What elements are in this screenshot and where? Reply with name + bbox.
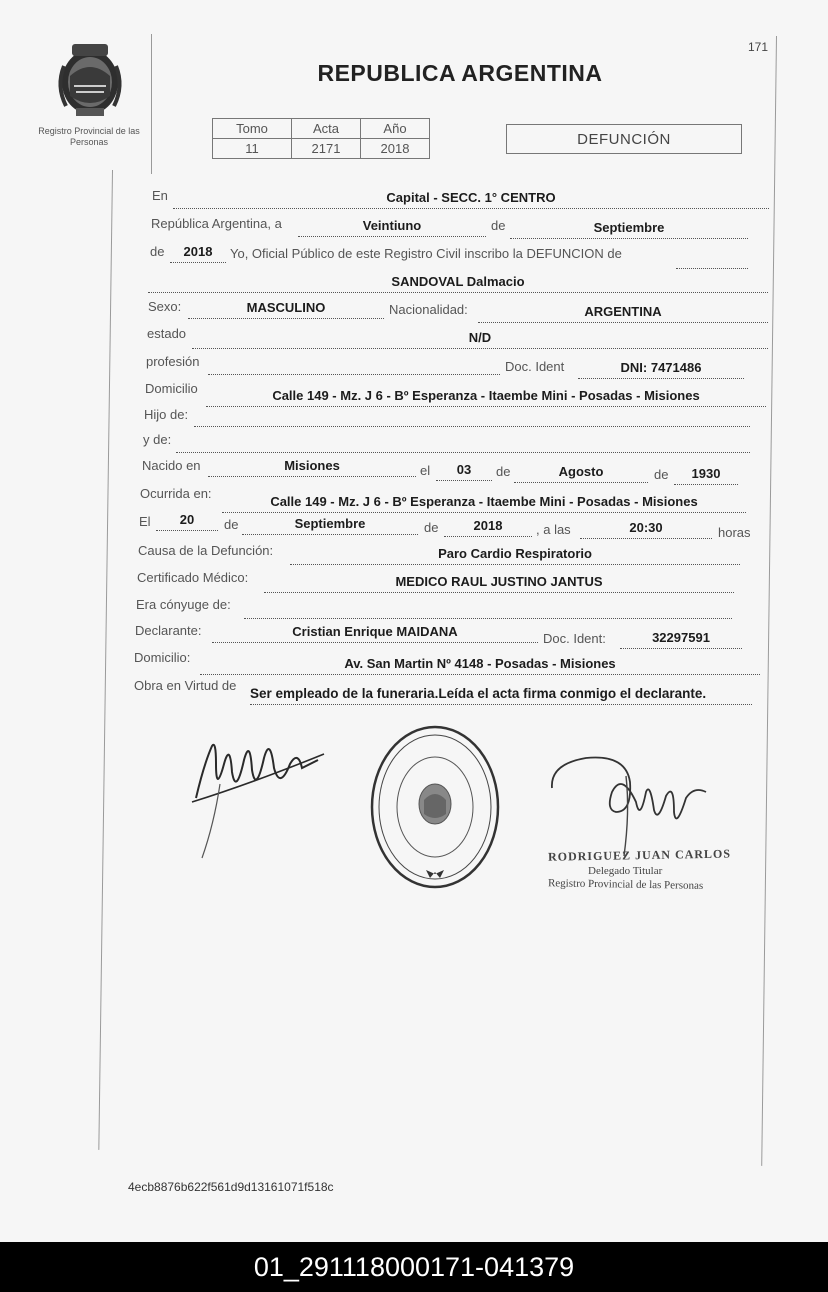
place-field: Capital - SECC. 1° CENTRO	[173, 190, 769, 209]
acta-header: Acta	[292, 119, 361, 139]
el-label-2: El	[139, 514, 151, 529]
year-field: 2018	[170, 244, 226, 263]
birth-day-field: 03	[436, 462, 492, 481]
acta-value: 2171	[292, 139, 361, 159]
de-label-2: de	[150, 244, 165, 259]
declarant-address-field: Av. San Martin Nº 4148 - Posadas - Misiones	[200, 656, 760, 675]
address-field: Calle 149 - Mz. J 6 - Bº Esperanza - Itaembe Mini - Posadas - Misiones	[206, 388, 766, 407]
el-label: el	[420, 463, 431, 478]
de-label-5: de	[224, 517, 239, 532]
marital-status-field: N/D	[192, 330, 768, 349]
a-las-label: , a las	[536, 522, 571, 537]
causa-label: Causa de la Defunción:	[138, 543, 274, 558]
document-hash: 4ecb8876b622f561d9d13161071f518c	[128, 1180, 334, 1194]
doc-ident-label-2: Doc. Ident:	[543, 631, 606, 646]
domicilio-label: Domicilio	[145, 381, 198, 396]
nacido-label: Nacido en	[142, 458, 201, 473]
tomo-header: Tomo	[213, 119, 292, 139]
sexo-label: Sexo:	[148, 299, 182, 314]
reference-table	[212, 118, 430, 159]
declarante-label: Declarante:	[135, 623, 202, 638]
nacionalidad-label: Nacionalidad:	[389, 302, 468, 317]
yo-blank-field	[676, 250, 748, 269]
father-field	[194, 408, 750, 427]
month-field: Septiembre	[510, 220, 748, 239]
registrar-block	[548, 848, 748, 891]
declarant-name-field: Cristian Enrique MAIDANA	[212, 624, 538, 643]
nationality-field: ARGENTINA	[478, 304, 768, 323]
de-label-1: de	[491, 218, 506, 233]
hijo-de-label: Hijo de:	[144, 407, 189, 422]
left-border-line	[98, 170, 113, 1150]
anio-header: Año	[361, 119, 430, 139]
anio-value: 2018	[361, 139, 430, 159]
republica-label: República Argentina, a	[151, 216, 282, 231]
ocurrida-label: Ocurrida en:	[140, 486, 212, 501]
doc-ident-label: Doc. Ident	[505, 359, 565, 374]
death-month-field: Septiembre	[242, 516, 418, 535]
profession-field	[208, 356, 500, 375]
birth-year-field: 1930	[674, 466, 738, 485]
logo-caption: Registro Provincial de las Personas	[38, 126, 140, 147]
obra-label: Obra en Virtud de	[134, 678, 237, 693]
birth-month-field: Agosto	[514, 464, 648, 483]
death-day-field: 20	[156, 512, 218, 531]
declarant-signature	[190, 724, 330, 864]
cause-of-death-field: Paro Cardio Respiratorio	[290, 546, 740, 565]
official-seal	[368, 722, 502, 892]
domicilio-label-2: Domicilio:	[134, 650, 191, 665]
death-year-field: 2018	[444, 518, 532, 537]
spouse-field	[244, 600, 732, 619]
record-type-box: DEFUNCIÓN	[506, 124, 742, 154]
document-title: REPUBLICA ARGENTINA	[317, 60, 603, 86]
de-label-6: de	[424, 520, 439, 535]
certificado-label: Certificado Médico:	[137, 570, 249, 585]
conyuge-label: Era cónyuge de:	[136, 597, 231, 612]
id-number-field: DNI: 7471486	[578, 360, 744, 379]
de-label-3: de	[496, 464, 511, 479]
de-label-4: de	[654, 467, 669, 482]
day-field: Veintiuno	[298, 218, 486, 237]
birthplace-field: Misiones	[208, 458, 416, 477]
registrar-role: Delegado Titular	[588, 865, 663, 877]
registrar-office: Registro Provincial de las Personas	[547, 877, 704, 892]
page-number: 171	[748, 40, 769, 54]
footer-id-bar: 01_291118000171-041379	[0, 1242, 828, 1292]
mother-field	[176, 434, 750, 453]
yo-text: Yo, Oficial Público de este Registro Civil inscribo la DEFUNCION de	[230, 246, 622, 261]
death-time-field: 20:30	[580, 520, 712, 539]
left-margin-line	[151, 34, 152, 174]
en-label: En	[152, 188, 168, 203]
sex-field: MASCULINO	[188, 300, 384, 319]
misiones-coat-of-arms-icon	[52, 36, 128, 122]
medical-certificate-field: MEDICO RAUL JUSTINO JANTUS	[264, 574, 734, 593]
deceased-name-field: SANDOVAL Dalmacio	[148, 274, 768, 293]
tomo-value: 11	[213, 139, 292, 159]
profesion-label: profesión	[146, 354, 200, 369]
y-de-label: y de:	[143, 432, 172, 447]
basis-field: Ser empleado de la funeraria.Leída el acta firma conmigo el declarante.	[250, 686, 752, 705]
declarant-id-field: 32297591	[620, 630, 742, 649]
estado-label: estado	[147, 326, 187, 341]
registrar-signature	[546, 752, 716, 862]
death-place-field: Calle 149 - Mz. J 6 - Bº Esperanza - Itaembe Mini - Posadas - Misiones	[222, 494, 746, 513]
registrar-name: RODRIGUEZ JUAN CARLOS	[547, 846, 732, 864]
horas-label: horas	[718, 525, 751, 540]
